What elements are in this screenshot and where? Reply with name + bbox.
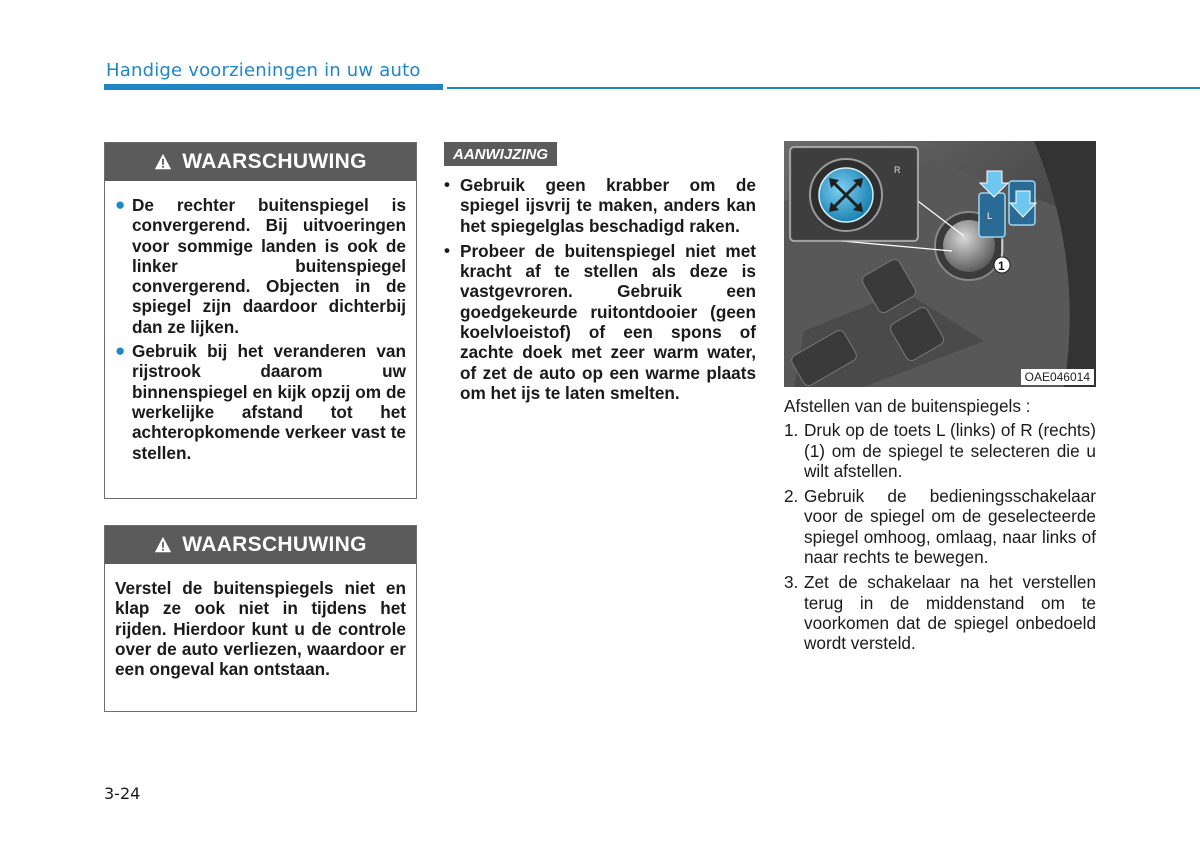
instructions (784, 396, 1096, 659)
step-text: Gebruik de bedieningsschakelaar voor de spiegel om de geselecteerde spiegel omhoog, omlaag, naar links of naar rechts te bewegen. (804, 486, 1096, 568)
note-item (444, 241, 756, 403)
warning-text: Verstel de buitenspiegels niet en klap ze ook niet in tijdens het rijden. Hierdoor kunt u de controle over de auto verliezen, waardoor er een ongeval kan ontstaan. (115, 578, 406, 680)
warning-item (115, 341, 406, 463)
warning-body (105, 564, 416, 691)
mirror-control-photo (784, 141, 1096, 387)
warning-item-text: Gebruik bij het veranderen van rijstrook daarom uw binnenspiegel en kijk opzij om de werkelijke afstand tot het achteropkomende verkeer vast te stellen. (132, 341, 406, 463)
warning-triangle-icon (154, 153, 172, 171)
warning-body (105, 181, 416, 479)
instructions-intro: Afstellen van de buitenspiegels : (784, 396, 1031, 416)
warning-box-1 (104, 142, 417, 499)
bullet-dot: ● (115, 195, 126, 214)
step-number: 1. (784, 420, 799, 441)
step-text: Druk op de toets L (links) of R (rechts) (1) om de spiegel te selecteren die u wilt afstellen. (804, 420, 1096, 481)
note-label: AANWIJZING (444, 142, 557, 166)
note-item-text: Probeer de buitenspiegel niet met kracht af te stellen als deze is vastgevroren. Gebruik een goedgekeurde ruitontdooier (geen koelvloeistof) of een spons of zachte doek met zeer warm water, of zet de auto op een warme plaats om het ijs te laten smelten. (460, 240, 756, 403)
warning-label: WAARSCHUWING (182, 150, 367, 173)
bullet-dot: • (444, 240, 450, 260)
step-number: 3. (784, 572, 799, 593)
warning-item-text: De rechter buitenspiegel is convergerend. Bij uitvoeringen voor sommige landen is ook de linker buitenspiegel convergerend. Objecten in de spiegel zijn daardoor dichterbij dan ze lijken. (132, 195, 406, 337)
warning-label: WAARSCHUWING (182, 533, 367, 556)
warning-triangle-icon (154, 536, 172, 554)
warning-header (105, 143, 416, 181)
section-title: Handige voorzieningen in uw auto (106, 60, 421, 81)
figure-code: OAE046014 (1021, 369, 1094, 385)
header-bar-thick (104, 84, 443, 90)
step-item (784, 572, 1096, 653)
step-item (784, 420, 1096, 481)
warning-box-2 (104, 525, 417, 712)
svg-text:R: R (894, 165, 901, 175)
step-item (784, 486, 1096, 567)
bullet-dot: • (444, 175, 450, 194)
warning-header (105, 526, 416, 564)
left-button-label: L (987, 211, 993, 221)
callout-number: 1 (998, 259, 1005, 273)
note-item (444, 175, 756, 236)
header-bar-thin (447, 87, 1200, 89)
note-item-text: Gebruik geen krabber om de spiegel ijsvrij te maken, anders kan het spiegelglas beschadigd raken. (460, 175, 756, 236)
warning-item (115, 195, 406, 337)
bullet-dot: ● (115, 341, 126, 361)
step-number: 2. (784, 486, 799, 507)
step-text: Zet de schakelaar na het verstellen terug in de middenstand om te voorkomen dat de spiegel onbedoeld wordt versteld. (804, 572, 1096, 654)
note-list (444, 175, 756, 408)
page-number: 3-24 (104, 784, 141, 803)
